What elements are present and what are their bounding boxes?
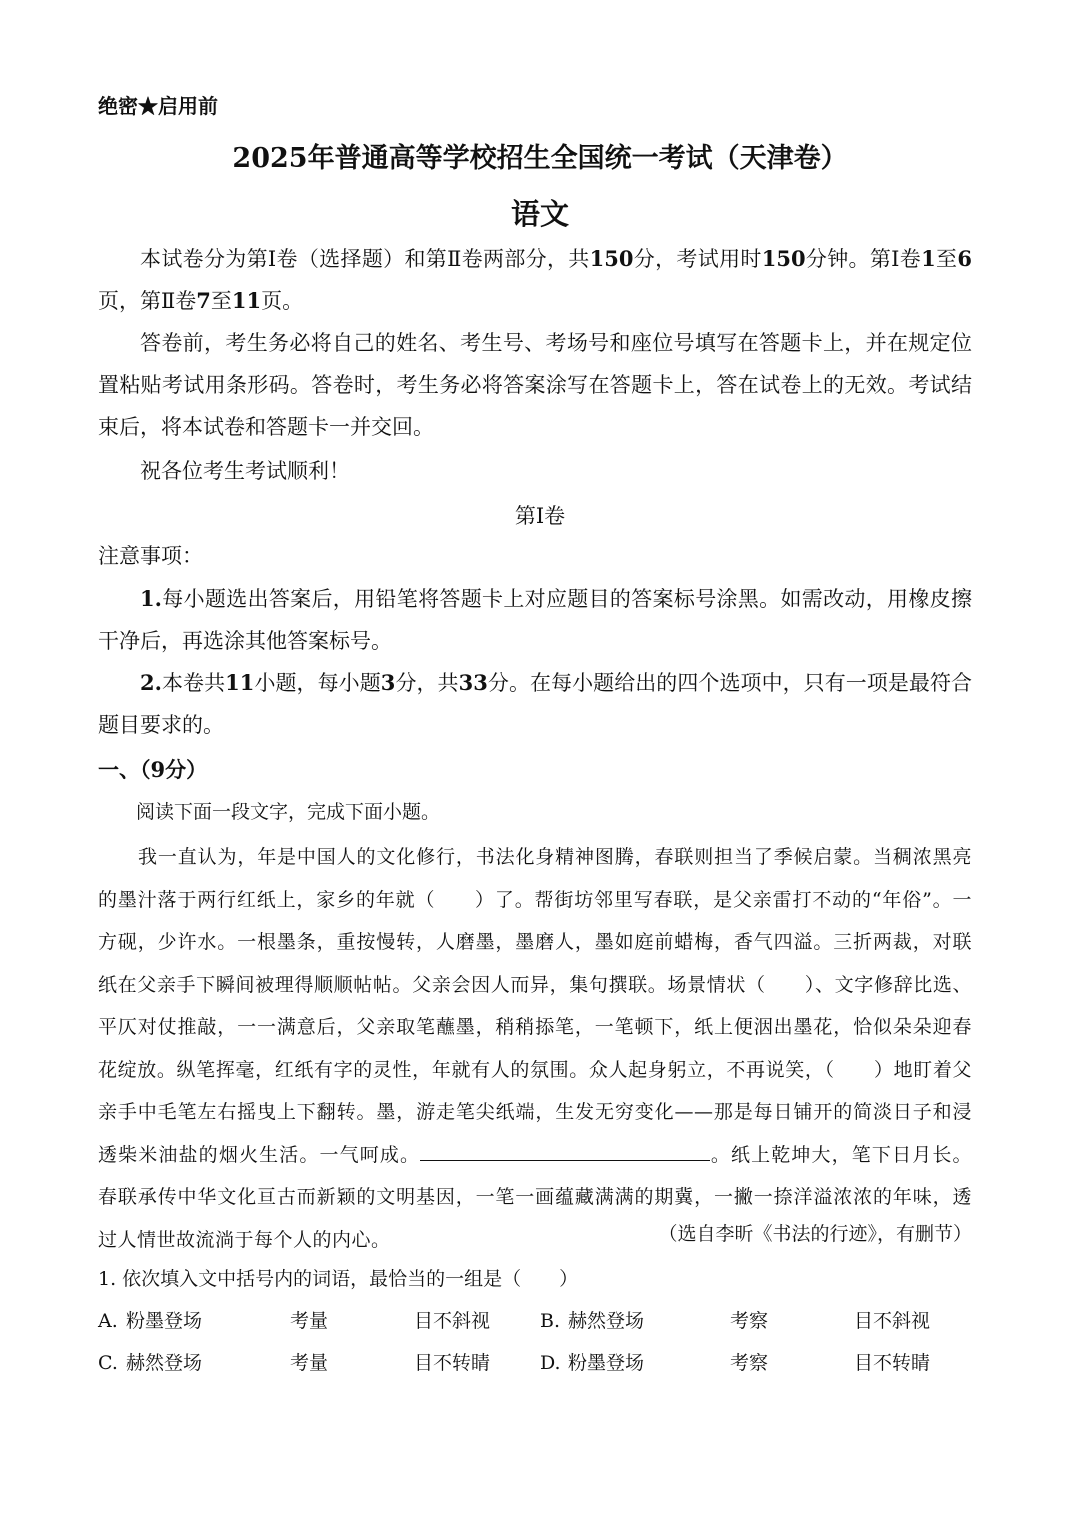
page-number: 11 xyxy=(231,288,262,313)
page-number: 6 xyxy=(957,246,973,271)
note-text: 每小题选出答案后，用铅笔将答题卡上对应题目的答案标号涂黑。如需改动，用橡皮擦干净后，再选涂其他答案标号。 xyxy=(98,587,972,653)
instruction-text: 至 xyxy=(210,289,232,313)
option-b-label[interactable]: B. xyxy=(540,1310,561,1332)
option-a-word-1: 粉墨登场 xyxy=(126,1310,203,1332)
option-c-label[interactable]: C. xyxy=(98,1352,118,1374)
option-b-word-3: 目不斜视 xyxy=(854,1310,931,1332)
exam-time: 150 xyxy=(761,246,806,271)
note-text: 分，共 xyxy=(395,671,459,695)
instruction-paragraph-2: 答卷前，考生务必将自己的姓名、考生号、考场号和座位号填写在答题卡上，并在规定位置粘贴考试用条形码。答卷时，考生务必将答案涂写在答题卡上，答在试卷上的无效。考试结束后，将本试卷和答题卡一并交回。 xyxy=(98,331,972,439)
instruction-text: 至 xyxy=(935,247,958,271)
subject-title: 语文 xyxy=(510,197,569,231)
passage-text: 我一直认为，年是中国人的文化修行，书法化身精神图腾，春联则担当了季候启蒙。当稠浓黑亮的墨汁落于两行红纸上，家乡的年就（ ）了。帮街坊邻里写春联，是父亲雷打不动的“年俗”。一方砚，少许水。一根墨条，重按慢转，人磨墨，墨磨人，墨如庭前蜡梅，香气四溢。三折两裁，对联纸在父亲手下瞬间被理得顺顺帖帖。父亲会因人而异，集句撰联。场景情状（ ）、文字修辞比选、平仄对仗推敲，一一满意后，父亲取笔蘸墨，稍稍掭笔，一笔顿下，纸上便洇出墨花，恰似朵朵迎春花绽放。纵笔挥毫，红纸有字的灵性，年就有人的氛围。众人起身躬立，不再说笑，（ ）地盯着父亲手中毛笔左右摇曳上下翻转。墨，游走笔尖纸端，生发无穷变化——那是每日铺开的简淡日子和浸透柴米油盐的烟火生活。一气呵成。 xyxy=(98,846,972,1166)
option-a-word-3: 目不斜视 xyxy=(414,1310,491,1332)
option-c-word-3: 目不转睛 xyxy=(414,1352,491,1374)
secret-mark: 绝密★启用前 xyxy=(98,94,218,118)
option-b-word-1: 赫然登场 xyxy=(568,1310,645,1332)
option-d-word-2: 考察 xyxy=(730,1352,769,1374)
instruction-text: 分，考试用时 xyxy=(633,247,762,271)
exam-title: 2025年普通高等学校招生全国统一考试（天津卷） xyxy=(232,143,848,174)
instruction-text: 页，第Ⅱ卷 xyxy=(98,289,197,313)
option-d-label[interactable]: D. xyxy=(540,1352,561,1374)
fill-blank-line[interactable] xyxy=(420,1140,710,1161)
instruction-text: 本试卷分为第Ⅰ卷（选择题）和第Ⅱ卷两部分，共 xyxy=(140,247,590,271)
option-a-label[interactable]: A. xyxy=(98,1310,118,1332)
instruction-paragraph-1 xyxy=(98,238,972,322)
question-1-stem: 1. 依次填入文中括号内的词语，最恰当的一组是（ ） xyxy=(98,1268,579,1290)
option-d-word-3: 目不转睛 xyxy=(854,1352,931,1374)
note-1 xyxy=(98,578,972,662)
section-1-intro: 阅读下面一段文字，完成下面小题。 xyxy=(136,801,441,823)
note-text: 小题，每小题 xyxy=(254,671,381,695)
note-number: 1. xyxy=(140,586,162,611)
page-number: 7 xyxy=(196,288,211,313)
note-2 xyxy=(98,662,972,746)
instruction-text: 页。 xyxy=(261,289,304,313)
total-score: 150 xyxy=(589,246,634,271)
reading-passage xyxy=(98,836,972,1261)
section-1-heading: 一、（9分） xyxy=(98,757,208,782)
volume-title: 第Ⅰ卷 xyxy=(514,504,566,528)
option-b-word-2: 考察 xyxy=(730,1310,769,1332)
notes-heading: 注意事项： xyxy=(98,544,203,568)
option-c-word-1: 赫然登场 xyxy=(126,1352,203,1374)
points-each: 3 xyxy=(380,670,396,695)
note-number: 2. xyxy=(140,670,162,695)
option-a-word-2: 考量 xyxy=(290,1310,329,1332)
note-text: 分。在每小题给出的四个选项中，只有一项是最符合题目要求的。 xyxy=(98,671,973,737)
instruction-text: 分钟。第Ⅰ卷 xyxy=(805,247,922,271)
points-total: 33 xyxy=(458,670,488,695)
passage-text: 。纸上乾坤大，笔下日月长。春联承传中华文化亘古而新颖的文明基因，一笔一画蕴藏满满的期冀，一撇一捺洋溢浓浓的年味，透过人情世故流淌于每个人的内心。 xyxy=(98,1143,972,1251)
question-count: 11 xyxy=(225,670,255,695)
option-d-word-1: 粉墨登场 xyxy=(568,1352,645,1374)
passage-source: （选自李昕《书法的行迹》，有删节） xyxy=(658,1223,972,1245)
note-text: 本卷共 xyxy=(161,671,226,695)
good-luck-line: 祝各位考生考试顺利！ xyxy=(140,459,350,483)
option-c-word-2: 考量 xyxy=(290,1352,329,1374)
page-number: 1 xyxy=(921,246,936,271)
